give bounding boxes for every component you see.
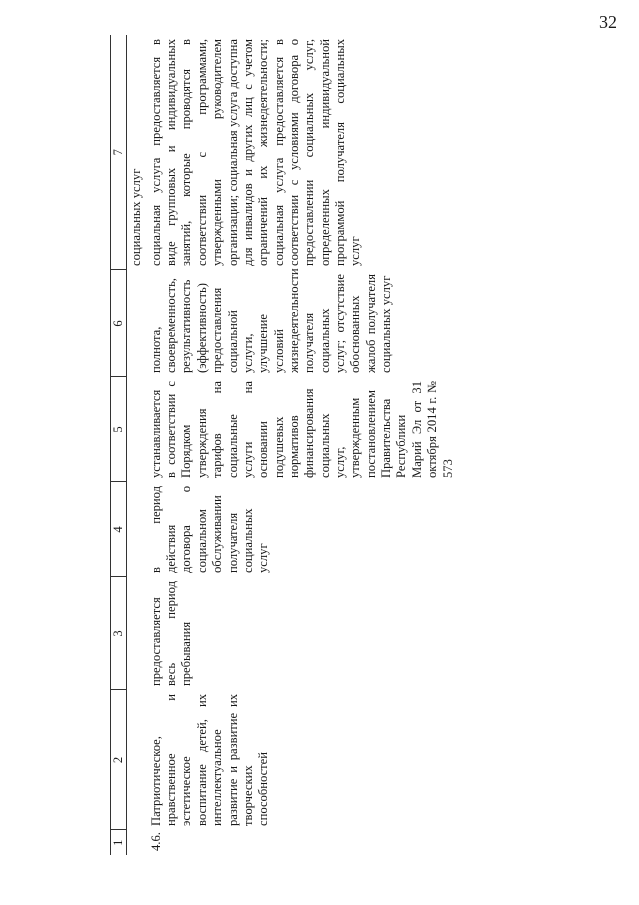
carry-over-text: социальных услуг	[129, 168, 144, 266]
column-header: 5	[111, 377, 127, 482]
quality-indicators: полнота, своевременность, результативность (эффективность) предоставления социальной услуги, улучшение условий жизнедеятельности получателя социальных услуг; отсутствие обоснованных жалоб получателя социальных услуг	[148, 268, 394, 373]
service-conditions: социальная услуга предоставляется в виде групповых и индивидуальных занятий, которые проводятся в соответствии с программами, утвержденными руководителем организации; социальная услуга доступна для инвалидов и других лиц с учетом ограничений их жизнедеятельности; социальная услуга предоставляется в соответствии с условиями договора о предоставлении социальных услуг, определенных индивидуальной программой получателя социальных услуг	[148, 39, 363, 266]
column-header: 6	[111, 270, 127, 377]
column-header: 1	[111, 839, 125, 846]
page-number: 32	[599, 12, 617, 32]
service-name: Патриотическое, нравственное и эстетическое воспитание детей, их интеллектуальное развитие и развитие их творческих способностей	[148, 694, 271, 826]
table-header-row	[111, 35, 127, 855]
carry-over-row	[127, 35, 147, 855]
service-volume: предоставляется весь период пребывания	[148, 581, 194, 686]
column-header: 7	[111, 35, 127, 270]
service-period: в период действия договора о социальном обслуживании получателя социальных услуг	[148, 486, 271, 573]
services-table	[110, 35, 458, 855]
column-header: 2	[111, 690, 127, 830]
table-row	[147, 35, 458, 855]
column-header: 3	[111, 577, 127, 690]
column-header: 4	[111, 482, 127, 577]
service-tariff: устанавливается в соответствии с Порядком утверждения тарифов на социальные услуги на основании подушевых нормативов финансирования социальных услуг, утвержденным постановлением Правительства Республики Марий Эл от 31 октября 2014 г. № 573	[148, 381, 455, 478]
row-number: 4.6.	[148, 832, 163, 851]
